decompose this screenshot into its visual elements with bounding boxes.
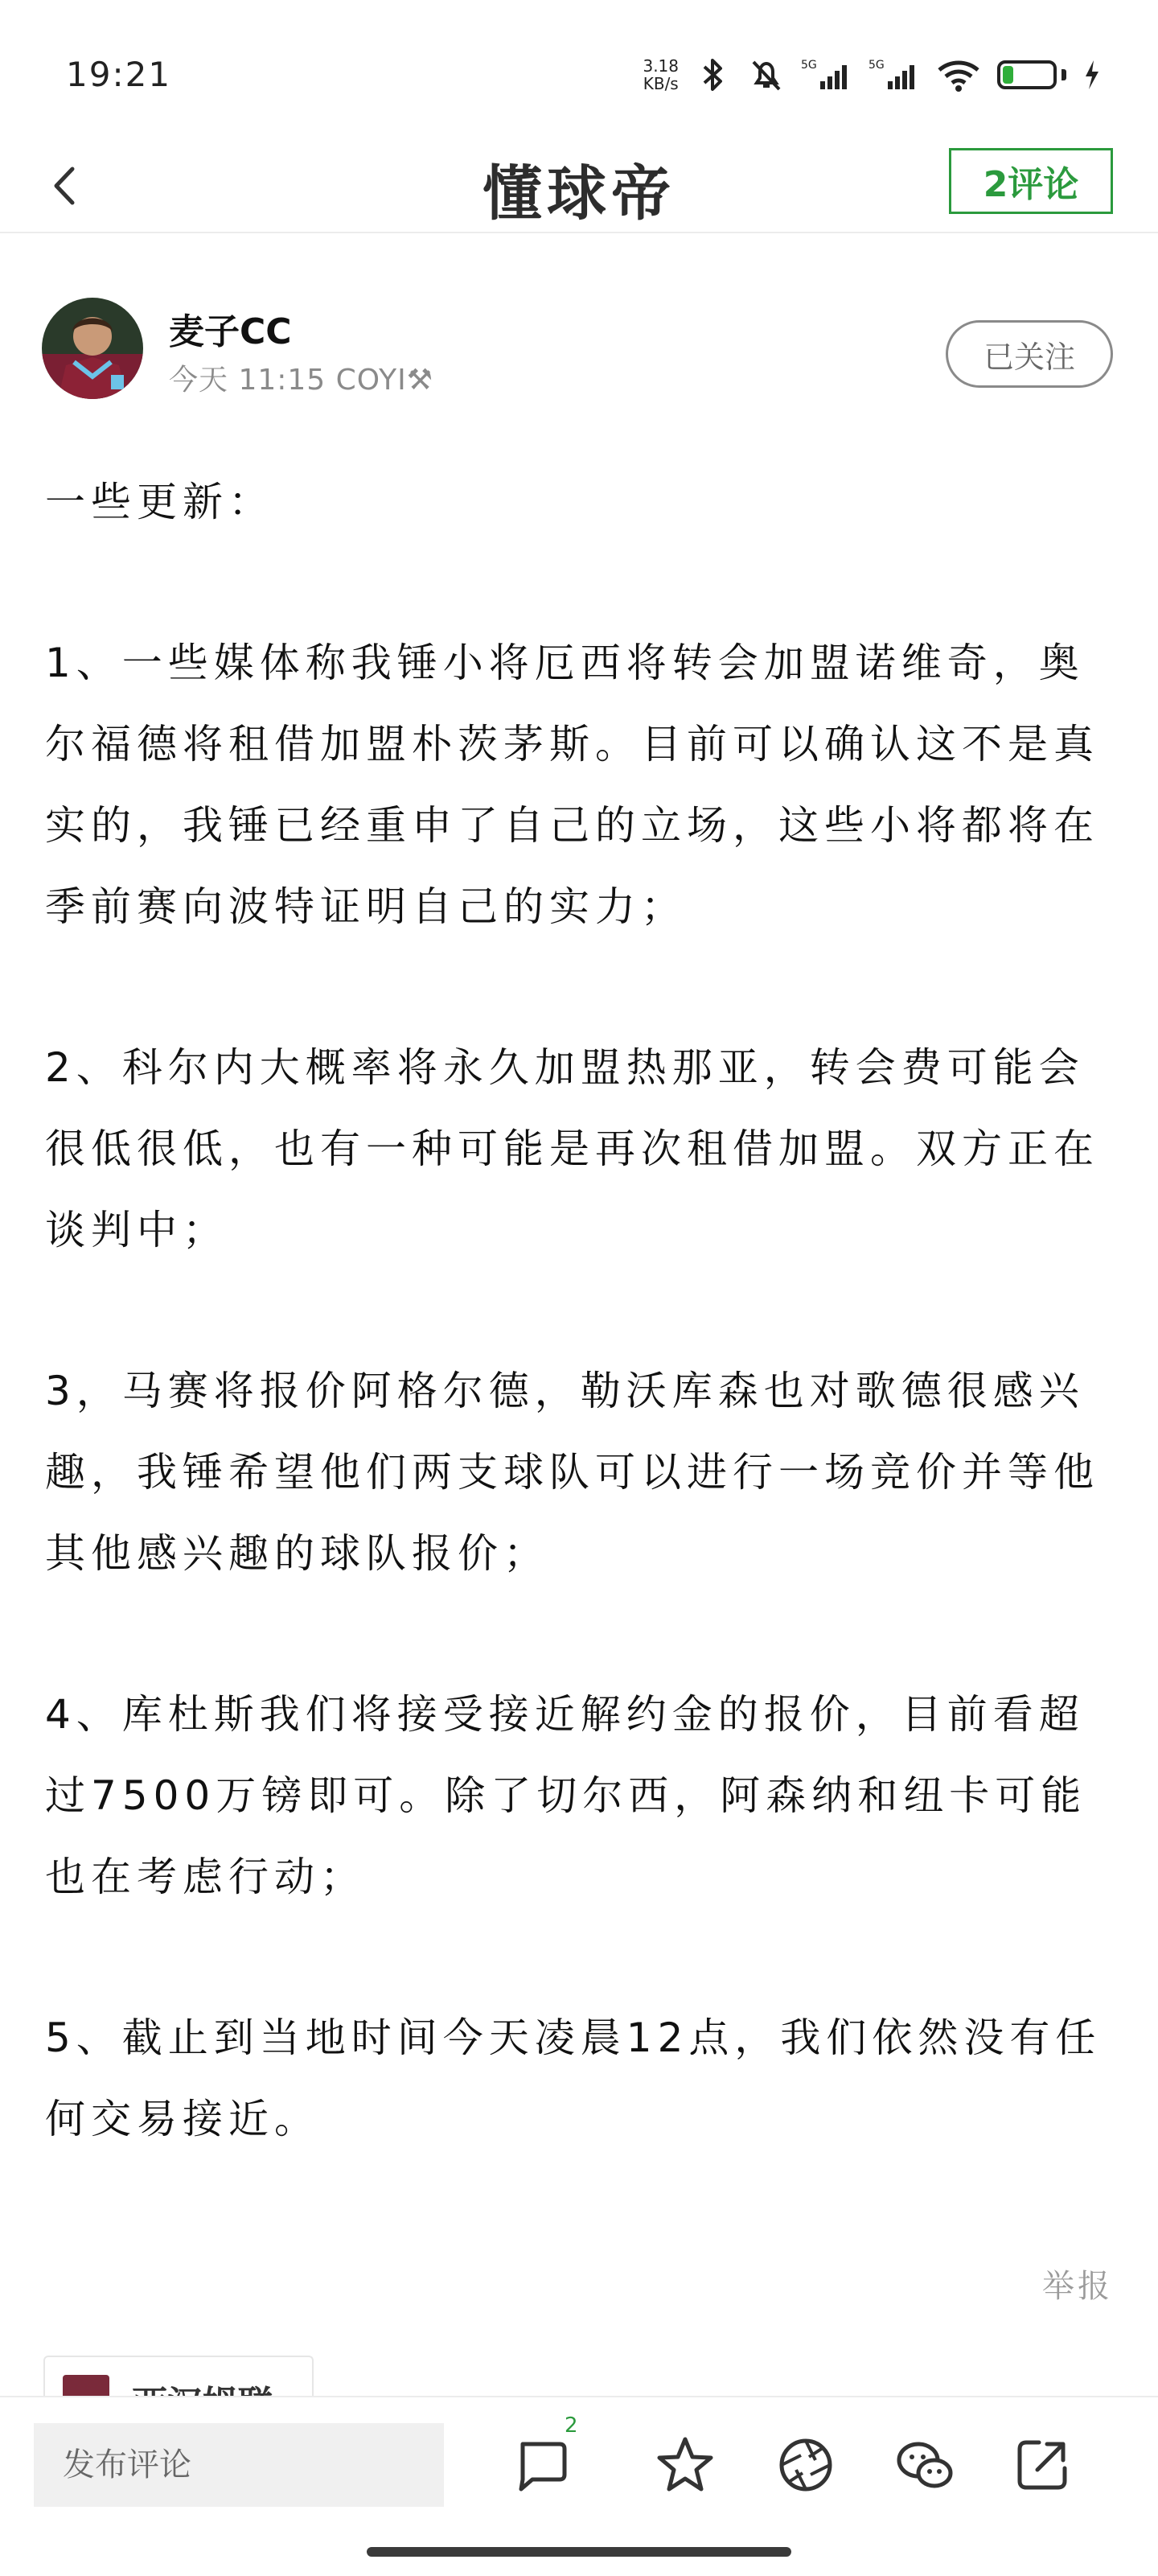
post-meta: 今天 11:15 COYI⚒	[169, 364, 434, 397]
network-speed-unit: KB/s	[643, 74, 679, 93]
share-arrow-icon	[1010, 2433, 1074, 2497]
article-paragraph: 一些更新：	[45, 479, 274, 525]
status-time: 19:21	[66, 55, 172, 94]
share-moments-button[interactable]	[774, 2433, 838, 2497]
author-row	[0, 290, 1158, 402]
battery-cap	[1062, 69, 1066, 80]
article-body	[45, 462, 1115, 2240]
article-paragraph: 3，马赛将报价阿格尔德，勒沃库森也对歌德很感兴趣，我锤希望他们两支球队可以进行一场竞价并等他其他感兴趣的球队报价；	[45, 1368, 1099, 1577]
wechat-icon	[893, 2433, 957, 2497]
signal-5g-icon-2	[868, 56, 920, 93]
comment-count-badge: 2	[565, 2413, 578, 2438]
battery-icon	[997, 60, 1057, 89]
follow-button[interactable]: 已关注	[946, 320, 1113, 388]
article-paragraph: 1、一些媒体称我锤小将厄西将转会加盟诺维奇，奥尔福德将租借加盟朴茨茅斯。目前可以确认这不是真实的，我锤已经重申了自己的立场，这些小将都将在季前赛向波特证明自己的实力；	[45, 640, 1099, 930]
avatar-image	[42, 298, 143, 399]
network-speed	[643, 57, 679, 93]
star-icon	[653, 2433, 717, 2497]
share-wechat-button[interactable]	[893, 2433, 957, 2497]
wifi-icon	[936, 56, 981, 93]
home-indicator[interactable]	[367, 2547, 791, 2557]
share-button[interactable]	[1010, 2433, 1074, 2497]
brand-logo: 懂球帝	[482, 159, 676, 228]
comments-icon-button[interactable]	[511, 2433, 576, 2497]
status-icons	[643, 47, 1102, 103]
comment-bubble-icon	[511, 2433, 576, 2497]
app-header	[0, 137, 1158, 233]
favorite-button[interactable]	[653, 2433, 717, 2497]
article-paragraph: 2、科尔内大概率将永久加盟热那亚，转会费可能会很低很低，也有一种可能是再次租借加盟。双方正在谈判中；	[45, 1044, 1099, 1253]
comments-button[interactable]: 2评论	[949, 148, 1113, 214]
article-paragraph: 4、库杜斯我们将接受接近解约金的报价，目前看超过7500万镑即可。除了切尔西，阿森纳和纽卡可能也在考虑行动；	[45, 1691, 1087, 1900]
signal-5g-icon	[801, 56, 852, 93]
status-bar	[0, 0, 1158, 137]
report-link[interactable]: 举报	[1042, 2268, 1113, 2305]
aperture-icon	[774, 2433, 838, 2497]
comment-input[interactable]	[34, 2423, 444, 2507]
network-label-1: 5G	[801, 59, 817, 72]
author-name[interactable]: 麦子CC	[169, 311, 292, 352]
battery-level: 22	[1014, 64, 1040, 85]
bottom-action-bar	[0, 2396, 1158, 2576]
mute-bell-icon	[748, 56, 785, 93]
avatar[interactable]	[42, 298, 143, 399]
battery-indicator	[997, 60, 1066, 89]
bluetooth-icon	[695, 56, 732, 93]
network-speed-value: 3.18	[643, 56, 679, 76]
network-label-2: 5G	[868, 59, 885, 72]
article-paragraph: 5、截止到当地时间今天凌晨12点，我们依然没有任何交易接近。	[45, 2014, 1102, 2142]
charging-icon	[1082, 56, 1102, 93]
